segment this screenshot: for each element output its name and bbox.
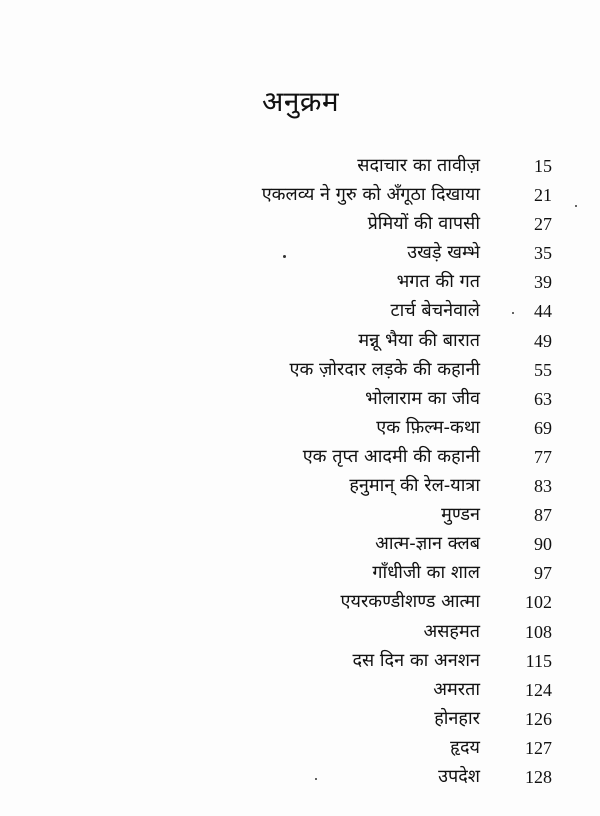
- toc-entry-page: 87: [534, 505, 552, 526]
- toc-entry: [200, 647, 570, 676]
- toc-entry-title: मन्नू भैया की बारात: [358, 329, 480, 351]
- scan-speck: [575, 205, 577, 207]
- toc-entry-page: 35: [534, 243, 552, 264]
- toc-entry-title: एक फ़िल्म-कथा: [376, 416, 480, 438]
- toc-entry: [200, 472, 570, 501]
- toc-entry: [200, 618, 570, 647]
- toc-list: [200, 152, 570, 792]
- toc-entry-title: एकलव्य ने गुरु को अँगूठा दिखाया: [261, 184, 480, 206]
- scan-speck: [512, 312, 514, 314]
- toc-entry-page: 44: [534, 301, 552, 322]
- toc-entry-page: 83: [534, 476, 552, 497]
- toc-entry-page: 102: [525, 592, 552, 613]
- toc-entry: [200, 152, 570, 181]
- toc-entry-title: हनुमान् की रेल-यात्रा: [349, 475, 480, 497]
- toc-entry-title: उखड़े खम्भे: [407, 242, 480, 264]
- toc-entry-title: होनहार: [434, 707, 480, 729]
- toc-entry-title: भोलाराम का जीव: [365, 387, 480, 409]
- toc-entry: [200, 763, 570, 792]
- toc-entry-title: अमरता: [433, 678, 480, 700]
- toc-entry-page: 69: [534, 417, 552, 438]
- toc-entry-title: उपदेश: [438, 765, 480, 787]
- toc-entry-title: भगत की गत: [396, 271, 480, 293]
- toc-entry-page: 15: [534, 156, 552, 176]
- toc-entry-page: 77: [534, 446, 552, 467]
- scan-speck: [315, 778, 317, 780]
- toc-entry: [200, 414, 570, 443]
- toc-entry-title: सदाचार का तावीज़: [357, 155, 480, 176]
- toc-entry: [200, 297, 570, 326]
- toc-entry: [200, 588, 570, 617]
- toc-entry: [200, 327, 570, 356]
- toc-entry-title: दस दिन का अनशन: [352, 649, 480, 671]
- toc-entry-page: 55: [534, 359, 552, 380]
- toc-entry-page: 49: [534, 330, 552, 351]
- toc-entry-title: हृदय: [450, 736, 480, 758]
- toc-entry: [200, 210, 570, 239]
- toc-entry: [200, 239, 570, 268]
- toc-entry-page: 90: [534, 534, 552, 555]
- toc-entry-page: 128: [525, 766, 552, 787]
- toc-entry: [200, 530, 570, 559]
- toc-entry-page: 115: [525, 650, 552, 671]
- toc-entry-title: मुण्डन: [441, 504, 480, 526]
- toc-entry: [200, 356, 570, 385]
- toc-entry-title: एक ज़ोरदार लड़के की कहानी: [289, 358, 480, 380]
- toc-entry-page: 21: [534, 185, 552, 206]
- toc-entry: [200, 705, 570, 734]
- toc-entry: [200, 559, 570, 588]
- toc-entry-title: आत्म-ज्ञान क्लब: [375, 533, 480, 555]
- toc-entry-page: 63: [534, 388, 552, 409]
- toc-entry-page: 39: [534, 272, 552, 293]
- toc-entry-page: 97: [534, 563, 552, 584]
- toc-entry-page: 126: [525, 708, 552, 729]
- toc-entry-page: 27: [534, 214, 552, 235]
- toc-entry-title: असहमत: [423, 620, 480, 642]
- toc-heading: अनुक्रम: [262, 85, 340, 118]
- toc-entry: [200, 676, 570, 705]
- toc-entry-page: 127: [525, 737, 552, 758]
- toc-entry: [200, 385, 570, 414]
- toc-entry-page: 124: [525, 679, 552, 700]
- toc-entry-title: गाँधीजी का शाल: [372, 562, 480, 584]
- toc-entry-page: 108: [525, 621, 552, 642]
- toc-entry: [200, 181, 570, 210]
- toc-entry-title: एयरकण्डीशण्ड आत्मा: [340, 591, 480, 613]
- scan-speck: [283, 255, 286, 258]
- toc-entry: [200, 734, 570, 763]
- toc-entry-title: टार्च बेचनेवाले: [390, 300, 480, 322]
- toc-entry-title: एक तृप्त आदमी की कहानी: [302, 445, 480, 467]
- toc-entry: [200, 443, 570, 472]
- toc-entry: [200, 501, 570, 530]
- toc-entry-title: प्रेमियों की वापसी: [367, 213, 480, 235]
- toc-entry: [200, 268, 570, 297]
